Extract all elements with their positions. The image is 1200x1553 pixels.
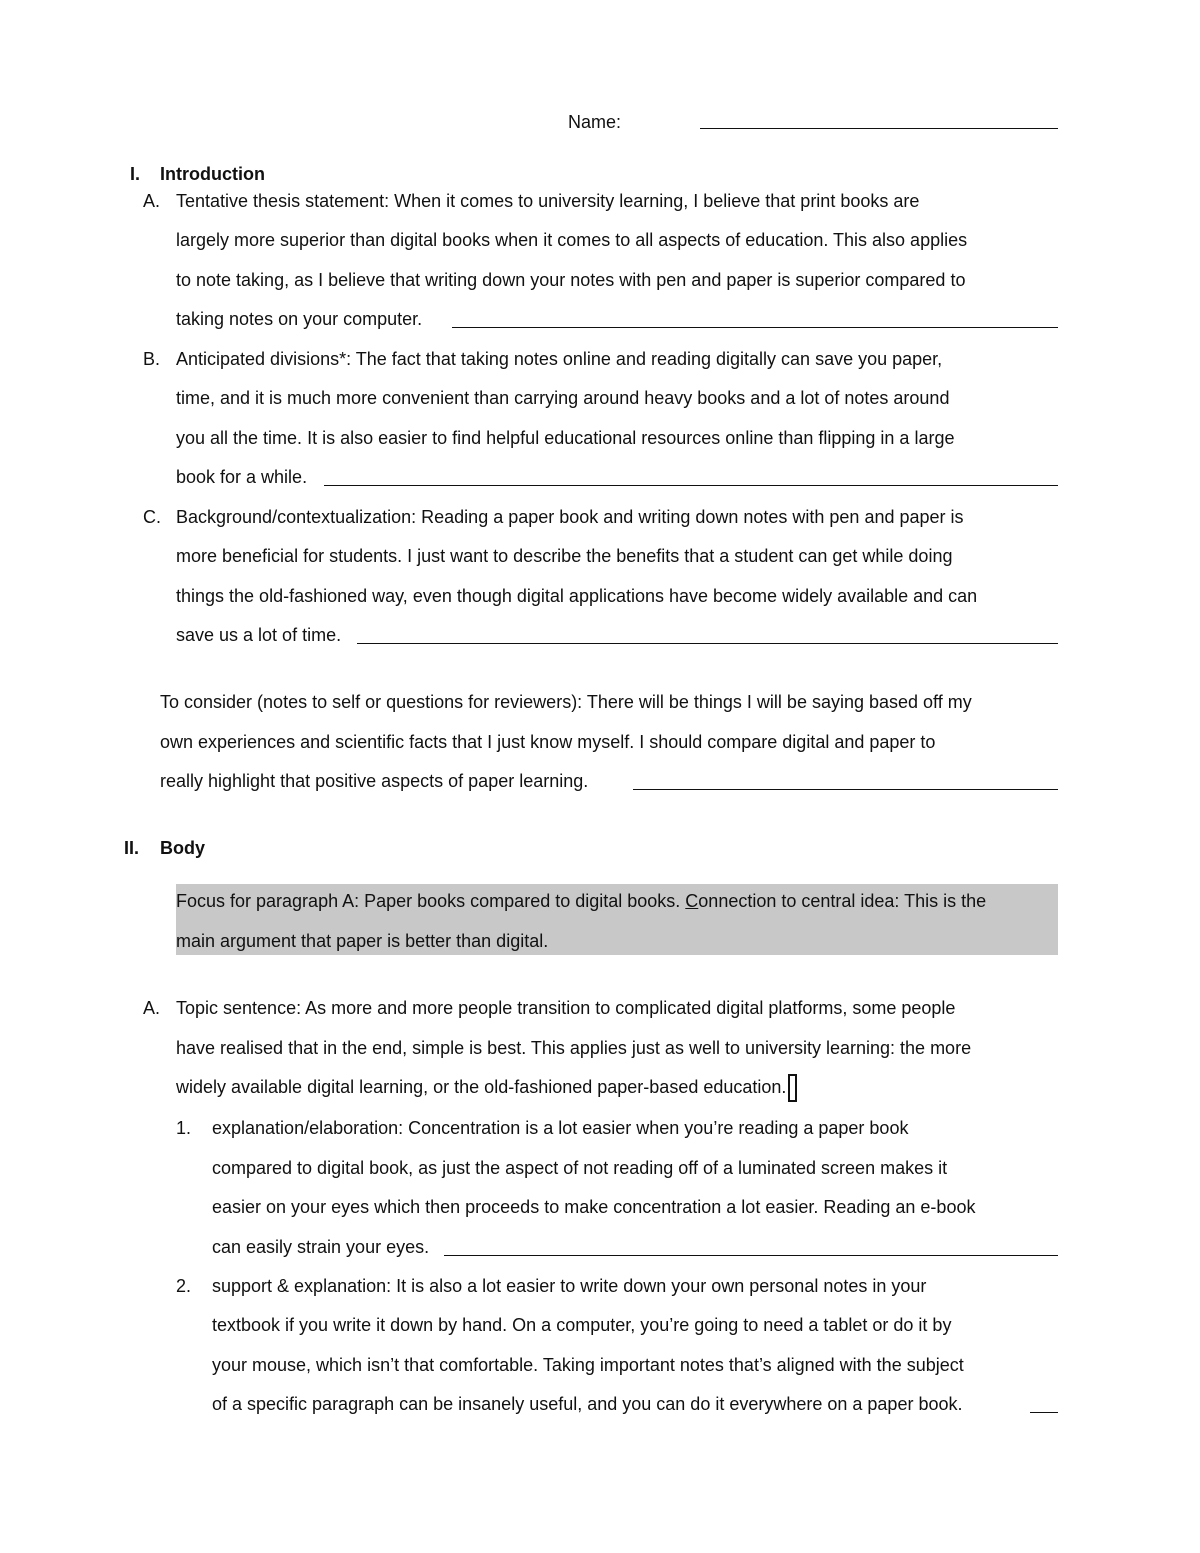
support-line: support & explanation: It is also a lot easier to write down your own personal notes in your	[212, 1276, 927, 1296]
section-2-numeral: II.	[124, 838, 140, 858]
background-line: more beneficial for students. I just want to describe the benefits that a student can get while doing	[176, 546, 953, 566]
explanation-line: easier on your eyes which then proceeds to make concentration a lot easier. Reading an e-book	[212, 1197, 976, 1217]
focus-text-a: Focus for paragraph A: Paper books compared to digital books.	[176, 891, 686, 911]
support-line: of a specific paragraph can be insanely useful, and you can do it everywhere on a paper book.	[212, 1394, 963, 1414]
support-line: textbook if you write it down by hand. On a computer, you’re going to need a tablet or do it by	[212, 1315, 952, 1335]
fill-line	[324, 485, 1058, 486]
topic-line: have realised that in the end, simple is best. This applies just as well to university learning: the more	[176, 1038, 972, 1058]
explanation-line: can easily strain your eyes.	[212, 1237, 430, 1257]
name-label: Name:	[568, 112, 622, 132]
consider-line: really highlight that positive aspects of paper learning.	[160, 771, 589, 791]
thesis-line: Tentative thesis statement: When it comes to university learning, I believe that print books are	[176, 191, 920, 211]
support-line: your mouse, which isn’t that comfortable. Taking important notes that’s aligned with the subject	[212, 1355, 964, 1375]
divisions-line: you all the time. It is also easier to find helpful educational resources online than flipping in a large	[176, 428, 955, 448]
section-2-title: Body	[160, 838, 205, 858]
focus-text-c: C	[685, 891, 699, 911]
fill-line	[1030, 1412, 1058, 1413]
list-marker: A.	[143, 191, 161, 211]
list-marker: C.	[143, 507, 161, 527]
thesis-line: to note taking, as I believe that writing down your notes with pen and paper is superior compared to	[176, 270, 966, 290]
fill-line	[357, 643, 1058, 644]
divisions-line: time, and it is much more convenient than carrying around heavy books and a lot of notes around	[176, 388, 950, 408]
focus-text-b: onnection to central idea: This is the	[698, 891, 987, 911]
thesis-line: taking notes on your computer.	[176, 309, 423, 329]
divisions-line: Anticipated divisions*: The fact that taking notes online and reading digitally can save you paper,	[176, 349, 943, 369]
explanation-line: explanation/elaboration: Concentration is a lot easier when you’re reading a paper book	[212, 1118, 909, 1138]
section-1-title: Introduction	[160, 164, 265, 184]
background-line: Background/contextualization: Reading a paper book and writing down notes with pen and paper is	[176, 507, 964, 527]
explanation-line: compared to digital book, as just the aspect of not reading off of a luminated screen makes it	[212, 1158, 948, 1178]
thesis-line: largely more superior than digital books when it comes to all aspects of education. This also applies	[176, 230, 968, 250]
list-marker: 1.	[176, 1118, 192, 1138]
topic-text: widely available digital learning, or the old-fashioned paper-based education.	[176, 1077, 787, 1097]
name-field-line[interactable]	[700, 128, 1058, 129]
list-marker: B.	[143, 349, 161, 369]
focus-line-2: main argument that paper is better than digital.	[176, 931, 549, 951]
focus-line	[176, 888, 986, 914]
section-1-numeral: I.	[130, 164, 141, 184]
background-line: save us a lot of time.	[176, 625, 342, 645]
list-marker: A.	[143, 998, 161, 1018]
fill-line	[452, 327, 1058, 328]
background-line: things the old-fashioned way, even though digital applications have become widely available and can	[176, 586, 978, 606]
consider-line: To consider (notes to self or questions for reviewers): There will be things I will be saying based off my	[160, 692, 972, 712]
topic-line-last	[176, 1074, 797, 1100]
topic-line: Topic sentence: As more and more people transition to complicated digital platforms, some people	[176, 998, 956, 1018]
text-cursor-icon	[788, 1074, 797, 1102]
fill-line	[633, 789, 1058, 790]
consider-line: own experiences and scientific facts that I just know myself. I should compare digital and paper to	[160, 732, 936, 752]
fill-line	[444, 1255, 1058, 1256]
divisions-line: book for a while.	[176, 467, 308, 487]
list-marker: 2.	[176, 1276, 192, 1296]
